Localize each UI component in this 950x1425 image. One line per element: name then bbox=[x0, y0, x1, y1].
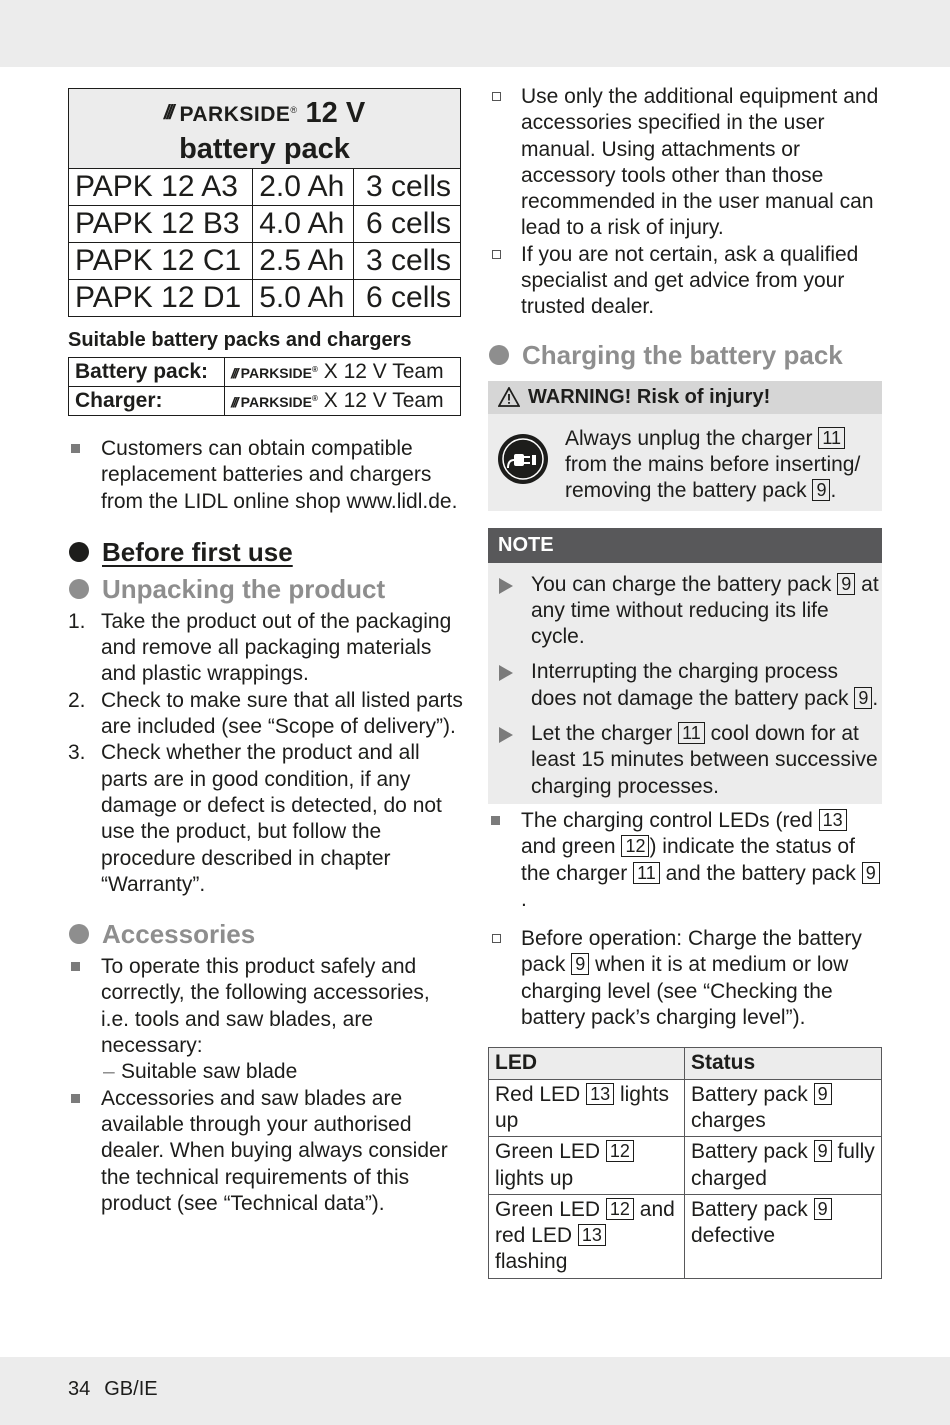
bullet-square-icon bbox=[71, 962, 80, 971]
bullet-square-icon bbox=[71, 1094, 80, 1103]
region-label: GB/IE bbox=[104, 1378, 158, 1400]
led-cell: Green LED 12 lights up bbox=[489, 1137, 685, 1195]
unplug-icon bbox=[498, 434, 548, 484]
battery-table-title: battery pack bbox=[179, 133, 350, 165]
status-cell: Battery pack 9 charges bbox=[685, 1079, 882, 1137]
list-item: Accessories and saw blades are available through your authorised dealer. When buying always consider the technical requirements of this product (see “Technical data”). bbox=[68, 1086, 463, 1217]
reference-number: 9 bbox=[814, 1198, 832, 1220]
checkbox-square-icon bbox=[492, 250, 501, 259]
cells-cell: 3 cells bbox=[354, 169, 461, 206]
page-footer bbox=[68, 1378, 172, 1401]
reference-number: 9 bbox=[571, 953, 589, 975]
table-row bbox=[489, 1137, 882, 1195]
warning-triangle-icon bbox=[498, 387, 520, 407]
reference-number: 9 bbox=[854, 687, 872, 709]
cells-cell: 6 cells bbox=[354, 206, 461, 243]
list-item: 1. Take the product out of the packaging and remove all packaging materials and plastic wrappings. bbox=[68, 609, 452, 686]
model-cell: PAPK 12 B3 bbox=[69, 206, 253, 243]
reference-number: 12 bbox=[606, 1198, 634, 1220]
charging-heading: Charging the battery pack bbox=[488, 339, 882, 371]
table-row bbox=[69, 387, 461, 416]
capacity-cell: 4.0 Ah bbox=[253, 206, 354, 243]
reference-number: 9 bbox=[837, 573, 855, 595]
charger-value: /// PARKSIDE® X 12 V Team bbox=[225, 387, 461, 416]
unpacking-heading: Unpacking the product bbox=[68, 573, 463, 605]
warning-header: WARNING! Risk of injury! bbox=[488, 381, 882, 414]
table-row bbox=[69, 206, 461, 243]
status-cell: Battery pack 9 defective bbox=[685, 1194, 882, 1278]
left-column bbox=[68, 88, 463, 1217]
list-item: Use only the additional equipment and accessories specified in the user manual. Using attachments or accessory tools other than those recommended in the user manual can lead to a risk of injury. bbox=[488, 84, 882, 242]
battery-table bbox=[68, 88, 461, 317]
reference-number: 12 bbox=[606, 1140, 634, 1162]
note-box bbox=[488, 528, 882, 804]
before-first-use-heading: Before first use bbox=[68, 536, 463, 568]
parkside-logo-icon: /// bbox=[231, 394, 237, 410]
capacity-cell: 5.0 Ah bbox=[253, 280, 354, 317]
list-item: If you are not certain, ask a qualified specialist and get advice from your trusted dealer. bbox=[488, 242, 882, 321]
parkside-logo-icon: /// bbox=[163, 101, 172, 124]
table-row bbox=[489, 1079, 882, 1137]
list-item: To operate this product safely and correctly, the following accessories, i.e. tools and saw blades, are necessary: bbox=[68, 954, 463, 1059]
brand-name: PARKSIDE bbox=[240, 394, 312, 410]
list-item: – Suitable saw blade bbox=[103, 1060, 298, 1084]
arrow-bullet-icon bbox=[499, 578, 513, 594]
led-status-table bbox=[488, 1047, 882, 1278]
customers-note: Customers can obtain compatible replacement batteries and chargers from the LIDL online shop www.lidl.de. bbox=[101, 437, 458, 513]
bullet-dot-icon bbox=[69, 579, 89, 599]
charger-model: X 12 V Team bbox=[323, 389, 444, 412]
voltage: 12 V bbox=[305, 96, 366, 129]
capacity-cell: 2.5 Ah bbox=[253, 243, 354, 280]
led-cell: Green LED 12 and red LED 13 flashing bbox=[489, 1194, 685, 1278]
reference-number: 13 bbox=[586, 1083, 614, 1105]
reference-number: 12 bbox=[621, 835, 649, 857]
reference-number: 9 bbox=[862, 862, 880, 884]
battery-pack-value: /// PARKSIDE® X 12 V Team bbox=[225, 358, 461, 387]
table-row bbox=[69, 280, 461, 317]
parkside-logo-icon: /// bbox=[231, 365, 237, 381]
arrow-bullet-icon bbox=[499, 727, 513, 743]
reference-number: 9 bbox=[814, 1083, 832, 1105]
suitable-heading: Suitable battery packs and chargers bbox=[68, 329, 412, 351]
led-cell: Red LED 13 lights up bbox=[489, 1079, 685, 1137]
table-row bbox=[69, 243, 461, 280]
list-item: 2. Check to make sure that all listed parts are included (see “Scope of delivery”). bbox=[68, 688, 463, 739]
table-row bbox=[489, 1194, 882, 1278]
model-cell: PAPK 12 A3 bbox=[69, 169, 253, 206]
model-cell: PAPK 12 C1 bbox=[69, 243, 253, 280]
warning-body: Always unplug the charger 11 from the mains before inserting/ removing the battery pack 9 . bbox=[488, 414, 882, 511]
bullet-dot-icon bbox=[69, 924, 89, 944]
suitable-table bbox=[68, 357, 461, 416]
battery-table-header bbox=[69, 89, 461, 169]
page-number: 34 bbox=[68, 1378, 91, 1400]
bullet-square-icon bbox=[71, 444, 80, 453]
list-item bbox=[68, 436, 463, 515]
right-column bbox=[488, 84, 882, 1279]
list-item: You can charge the battery pack 9 at any time without reducing its life cycle. bbox=[488, 572, 882, 651]
checkbox-square-icon bbox=[492, 934, 501, 943]
header-band bbox=[0, 0, 950, 67]
model-cell: PAPK 12 D1 bbox=[69, 280, 253, 317]
reference-number: 9 bbox=[814, 1140, 832, 1162]
bullet-square-icon bbox=[491, 816, 500, 825]
column-header: LED bbox=[489, 1048, 685, 1079]
reference-number: 11 bbox=[818, 427, 845, 449]
list-item: Let the charger 11 cool down for at least 15 minutes between successive charging processes. bbox=[488, 721, 882, 800]
list-item: 3. Check whether the product and all parts are in good condition, if any damage or defect is detected, do not use the product, but follow the procedure described in chapter “Warranty”. bbox=[68, 741, 442, 896]
cells-cell: 6 cells bbox=[354, 280, 461, 317]
brand-name: PARKSIDE bbox=[240, 365, 312, 381]
bullet-dot-icon bbox=[489, 345, 509, 365]
battery-pack-label: Battery pack: bbox=[69, 358, 225, 387]
note-header: NOTE bbox=[488, 528, 882, 563]
reference-number: 9 bbox=[812, 479, 830, 501]
accessories-heading: Accessories bbox=[68, 918, 463, 950]
battery-model: X 12 V Team bbox=[323, 360, 444, 383]
reference-number: 13 bbox=[578, 1224, 606, 1246]
bullet-dot-icon bbox=[69, 542, 89, 562]
reference-number: 11 bbox=[633, 862, 660, 884]
brand-name: PARKSIDE® bbox=[179, 103, 298, 126]
table-header-row bbox=[489, 1048, 882, 1079]
cells-cell: 3 cells bbox=[354, 243, 461, 280]
checkbox-square-icon bbox=[492, 92, 501, 101]
reference-number: 13 bbox=[819, 809, 847, 831]
arrow-bullet-icon bbox=[499, 665, 513, 681]
table-row bbox=[69, 358, 461, 387]
list-item: Interrupting the charging process does not damage the battery pack 9 . bbox=[488, 659, 882, 712]
capacity-cell: 2.0 Ah bbox=[253, 169, 354, 206]
status-cell: Battery pack 9 fully charged bbox=[685, 1137, 882, 1195]
warning-box bbox=[488, 381, 882, 511]
table-row bbox=[69, 169, 461, 206]
reference-number: 11 bbox=[678, 722, 705, 744]
column-header: Status bbox=[685, 1048, 882, 1079]
list-item: The charging control LEDs (red 13 and green 12 ) indicate the status of the charger 11 and the battery pack 9. bbox=[488, 808, 882, 913]
list-item: Before operation: Charge the battery pack 9 when it is at medium or low charging level (see “Checking the battery pack’s charging level”). bbox=[488, 926, 882, 1031]
charger-label: Charger: bbox=[69, 387, 225, 416]
